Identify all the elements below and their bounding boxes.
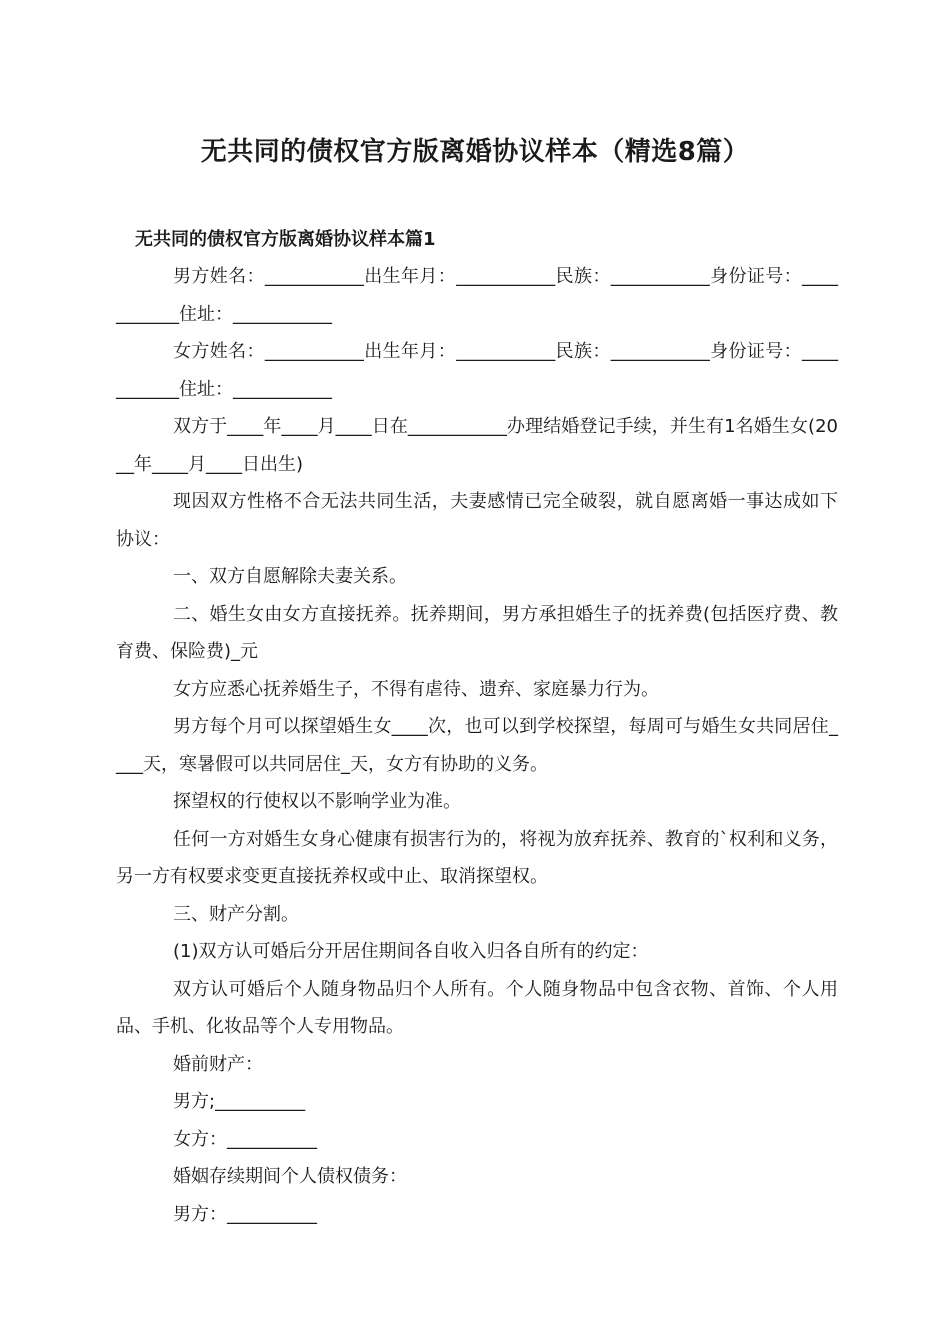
paragraph-debts-heading: 婚姻存续期间个人债权债务： — [173, 1166, 407, 1187]
paragraph-income-agreement: (1)双方认可婚后分开居住期间各自收入归各自所有的约定： — [173, 941, 649, 962]
paragraph-personal-items: 双方认可婚后个人随身物品归个人所有。个人随身物品中包含衣物、首饰、个人用品、手机、化妆品等个人专用物品。 — [116, 978, 838, 1037]
paragraph-custody-duty: 女方应悉心抚养婚生子，不得有虐待、遗弃、家庭暴力行为。 — [173, 678, 659, 700]
paragraph-divorce-reason: 现因双方性格不合无法共同生活，夫妻感情已完全破裂，就自愿离婚一事达成如下协议： — [116, 491, 838, 550]
paragraph-premarital-male: 男方;__________ — [173, 1091, 306, 1112]
paragraph-premarital-property: 婚前财产： — [173, 1053, 263, 1075]
paragraph-male-info: 男方姓名：___________出生年月：___________民族：___________身份证号：___________住址：___________ — [116, 266, 838, 325]
section-heading: 无共同的债权官方版离婚协议样本篇1 — [135, 229, 436, 250]
paragraph-clause-3: 三、财产分割。 — [173, 903, 299, 925]
paragraph-clause-1: 一、双方自愿解除夫妻关系。 — [173, 566, 407, 587]
paragraph-visitation: 男方每个月可以探望婚生女____次，也可以到学校探望，每周可与婚生女共同居住____天，寒暑假可以共同居住_天，女方有协助的义务。 — [116, 716, 838, 775]
document-body — [116, 258, 838, 1233]
paragraph-marriage-registration: 双方于____年____月____日在___________办理结婚登记手续，并生有1名婚生女(20__年____月____日出生) — [116, 416, 838, 475]
document-title: 无共同的债权官方版离婚协议样本（精选8篇） — [200, 137, 750, 167]
paragraph-female-info: 女方姓名：___________出生年月：___________民族：___________身份证号：___________住址：___________ — [116, 341, 838, 400]
paragraph-visitation-limit: 探望权的行使权以不影响学业为准。 — [173, 791, 461, 812]
paragraph-clause-2: 二、婚生女由女方直接抚养。抚养期间，男方承担婚生子的抚养费(包括医疗费、教育费、保险费)_元 — [116, 603, 838, 662]
paragraph-debts-male: 男方：__________ — [173, 1203, 317, 1225]
paragraph-custody-change: 任何一方对婚生女身心健康有损害行为的，将视为放弃抚养、教育的`权利和义务，另一方有权要求变更直接抚养权或中止、取消探望权。 — [116, 828, 838, 887]
paragraph-premarital-female: 女方：__________ — [173, 1128, 317, 1150]
